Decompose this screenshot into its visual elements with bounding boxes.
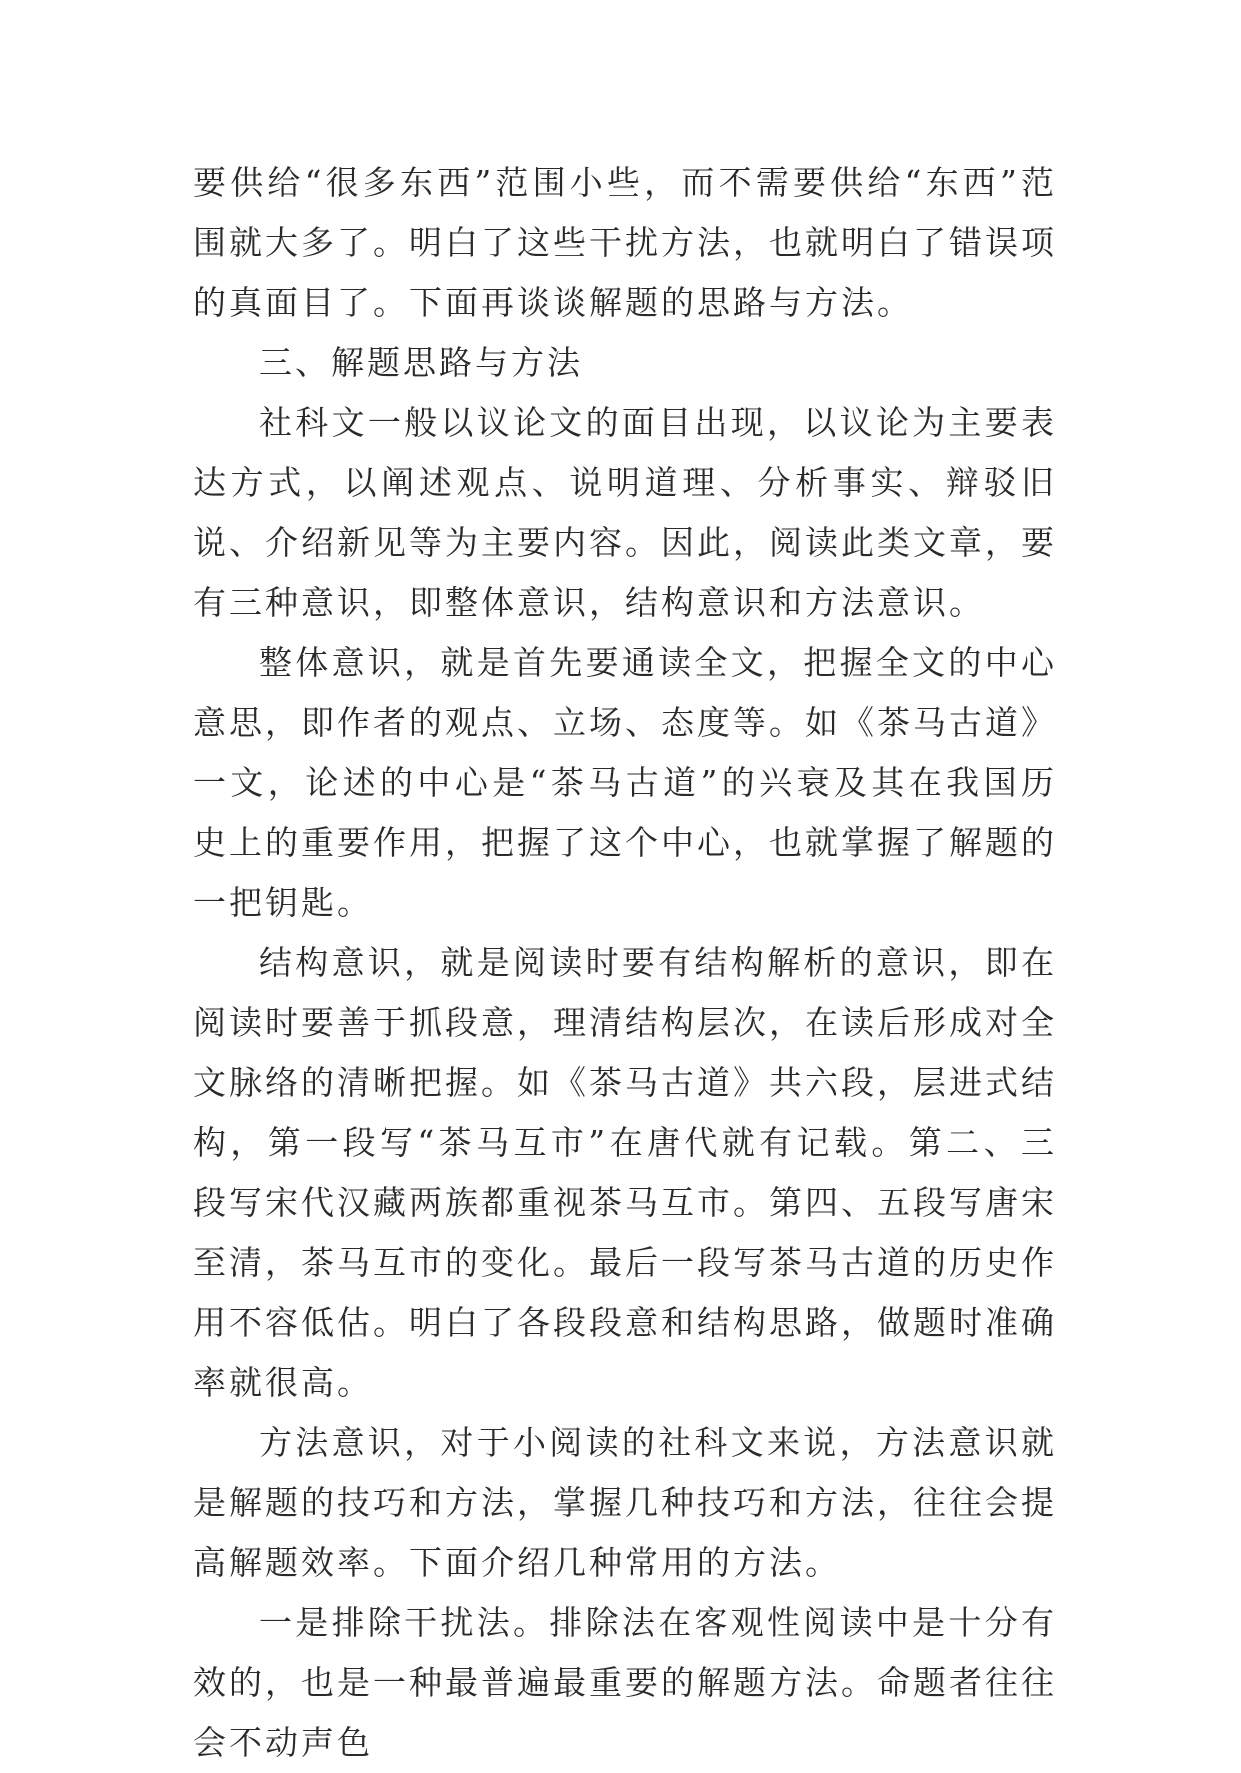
section-heading: 三、解题思路与方法	[259, 343, 583, 382]
paragraph-overall-awareness: 整体意识，就是首先要通读全文，把握全文的中心意思，即作者的观点、立场、态度等。如《茶马古道》一文，论述的中心是“茶马古道”的兴衰及其在我国历史上的重要作用，把握了这个中心，也就掌握了解题的一把钥匙。	[193, 643, 1057, 922]
paragraph-method-awareness: 方法意识，对于小阅读的社科文来说，方法意识就是解题的技巧和方法，掌握几种技巧和方法，往往会提高解题效率。下面介绍几种常用的方法。	[193, 1423, 1057, 1582]
document-body	[193, 153, 1057, 1773]
paragraph-intro: 社科文一般以议论文的面目出现，以议论为主要表达方式，以阐述观点、说明道理、分析事实、辩驳旧说、介绍新见等为主要内容。因此，阅读此类文章，要有三种意识，即整体意识，结构意识和方法意识。	[193, 403, 1057, 622]
paragraph-structure-awareness: 结构意识，就是阅读时要有结构解析的意识，即在阅读时要善于抓段意，理清结构层次，在读后形成对全文脉络的清晰把握。如《茶马古道》共六段，层进式结构，第一段写“茶马互市”在唐代就有记载。第二、三段写宋代汉藏两族都重视茶马互市。第四、五段写唐宋至清，茶马互市的变化。最后一段写茶马古道的历史作用不容低估。明白了各段段意和结构思路，做题时准确率就很高。	[193, 943, 1057, 1402]
paragraph-elimination-method: 一是排除干扰法。排除法在客观性阅读中是十分有效的，也是一种最普遍最重要的解题方法。命题者往往会不动声色	[193, 1603, 1057, 1762]
paragraph-continuation: 要供给“很多东西”范围小些，而不需要供给“东西”范围就大多了。明白了这些干扰方法，也就明白了错误项的真面目了。下面再谈谈解题的思路与方法。	[193, 163, 1057, 322]
